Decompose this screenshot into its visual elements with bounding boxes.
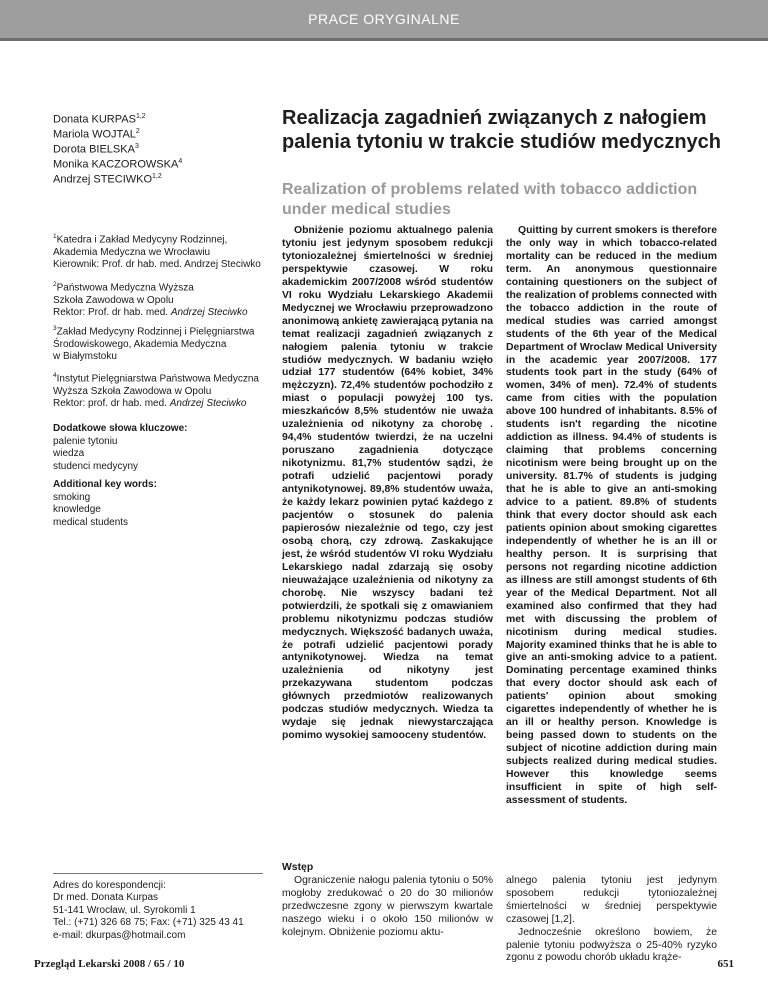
author: Andrzej STECIWKO$^{1,2}$ [53,173,162,186]
intro-column-2: alnego palenia tytoniu jest jedynym sposobem redukcji tytoniozależnej śmiertelności w średniej perspektywie czasowej [1,2]. Jednocześnie określono bowiem, że palenie tytoniu podwyższa o 25-40% ryzyko zgonu z powodu chorób układu krąże- [506,875,717,964]
affiliation-2: $^2$Państwowa Medyczna Wyższa Szkoła Zawodowa w Opolu Rektor: Prof. dr hab. med. Andrzej Steciwko [53,281,248,319]
keywords-polish: Dodatkowe słowa kluczowe: palenie tytoniu wiedza studenci medycyny [53,423,188,472]
journal-footer: Przegląd Lekarski 2008 / 65 / 10 [34,958,185,970]
correspondence-address: Adres do korespondencji: Dr med. Donata Kurpas 51-141 Wrocław, ul. Syrokomli 1 Tel.: (+71) 326 68 75; Fax: (+71) 325 43 41 e-mail: dkurpas@hotmail.com [53,880,244,941]
affiliation-4: $^4$Instytut Pielęgniarstwa Państwowa Medyczna Wyższa Szkoła Zawodowa w Opolu Rektor: prof. dr hab. med. Andrzej Steciwko [53,372,259,410]
abstract-english: Quitting by current smokers is therefore the only way in which tobacco-related mortality can be reduced in the medium term. An anonymous questionnaire containing questioners on the subject of the realization of problems connected with the tobacco addiction in the route of medical studies was carried amongst students of the 6th year of the Medical Department of Wroclaw Medical University in the academic year 2007/2008. 177 students took part in the study (64% of women, 34% of men). 72.4% of students came from cities with the population above 100 hundred of inhabitants. 8.5% of students isn't regarding the nicotine addiction as illness. 94.4% of students is claiming that problems concerning nicotinism were being brought up on the university. 81.7% of students is judging that he is able to give an anti-smoking advice to a patient. 89.8% of students think that every doctor should ask each patients opinion about smoking cigarettes independently of whether he is an ill or healthy person. It is surprising that persons not regarding nicotine addiction as illness are still amongst students of 6th year of the Medical Department. Not all examined also confirmed that they had met with discussing the problem of nicotinism during medical studies. Majority examined thinks that he is able to give an anti-smoking advice to a patient. Dominating percentage examined thinks that every doctor should ask each of patients' opinion about smoking cigarettes independently of whether he is an ill or healthy person. Knowledge is being passed down to students on the subject of nicotine addiction during main subjects realized during medical studies. However this knowledge seems insufficient in spite of high self-assessment of students. [506,225,717,806]
article-title: Realizacja zagadnień związanych z nałogiem palenia tytoniu w trakcie studiów medycznych [282,107,721,153]
affiliation-1: $^1$Katedra i Zakład Medycyny Rodzinnej, Akademia Medyczna we Wrocławiu Kierownik: Prof. dr hab. med. Andrzej Steciwko [53,233,261,271]
page-number: 651 [717,958,734,970]
section-label: PRACE ORYGINALNE [308,11,460,27]
author: Donata KURPAS$^{1,2}$ [53,113,146,126]
author-list [53,111,182,186]
author: Mariola WOJTAL$^2$ [53,128,140,141]
article-subtitle-english: Realization of problems related with tobacco addiction under medical studies [282,181,698,218]
affiliation-3: $^3$Zakład Medycyny Rodzinnej i Pielęgniarstwa Środowiskowego, Akademia Medyczna w Białymstoku [53,325,255,363]
author: Monika KACZOROWSKA$^4$ [53,158,183,171]
abstract-polish: Obniżenie poziomu aktualnego palenia tytoniu jest jedynym sposobem redukcji tytoniozależnej śmiertelności w średniej perspektywie czasowej. W roku akademickim 2007/2008 wśród studentów VI roku Wydziału Lekarskiego Akademii Medycznej we Wrocławiu przeprowadzono anonimową ankietę zawierającą pytania na temat realizacji zagadnień związanych z nałogiem palenia tytoniu w trakcie studiów medycznych. W badaniu wzięło udział 177 studentów (64% kobiet, 34% mężczyzn). 72,4% studentów pochodziło z miast o populacji powyżej 100 tys. mieszkańców 8,5% studentów nie uważa uzależnienia od nikotyny za chorobę . 94,4% studentów twierdzi, że na uczelni poruszano zagadnienia dotyczące nikotynizmu. 81,7% studentów sądzi, że potrafi udzielić pacjentowi porady antynikotynowej. 89,8% studentów uważa, że każdy lekarz powinien pytać każdego z pacjentów o stosunek do palenia papierosów niezależnie od tego, czy jest osobą chorą, czy zdrową. Zaskakujące jest, że wśród studentów VI roku Wydziału Lekarskiego nadal zdarzają się osoby nieuważające uzależnienia od nikotyny za chorobę. Nie wszyscy badani też potwierdzili, że spotkali się z omawianiem problemu nikotynizmu podczas studiów medycznych. Większość badanych uważa, że potrafi udzielić pacjentowi porady antynikotynowej. Wiedza na temat uzależnienia od nikotyny jest przekazywana studentom podczas głównych przedmiotów realizowanych podczas studiów medycznych. Wiedza ta wydaje się jednak niewystarczająca pomimo wysokiej samooceny studentów. [282,225,493,742]
author: Dorota BIELSKA$^3$ [53,143,139,156]
keywords-english: Additional key words: smoking knowledge medical students [53,479,157,528]
banner-underline [0,38,768,41]
intro-heading: Wstęp [282,862,314,873]
intro-column-1: Wstęp Ograniczenie nałogu palenia tytoniu o 50% mogłoby zredukować o 20 do 30 milionów przedwczesne zgony w pierwszym kwartale naszego wieku i o około 150 milionów w kolejnym. Obniżenie poziomu aktu- [282,862,493,938]
divider [53,873,263,874]
